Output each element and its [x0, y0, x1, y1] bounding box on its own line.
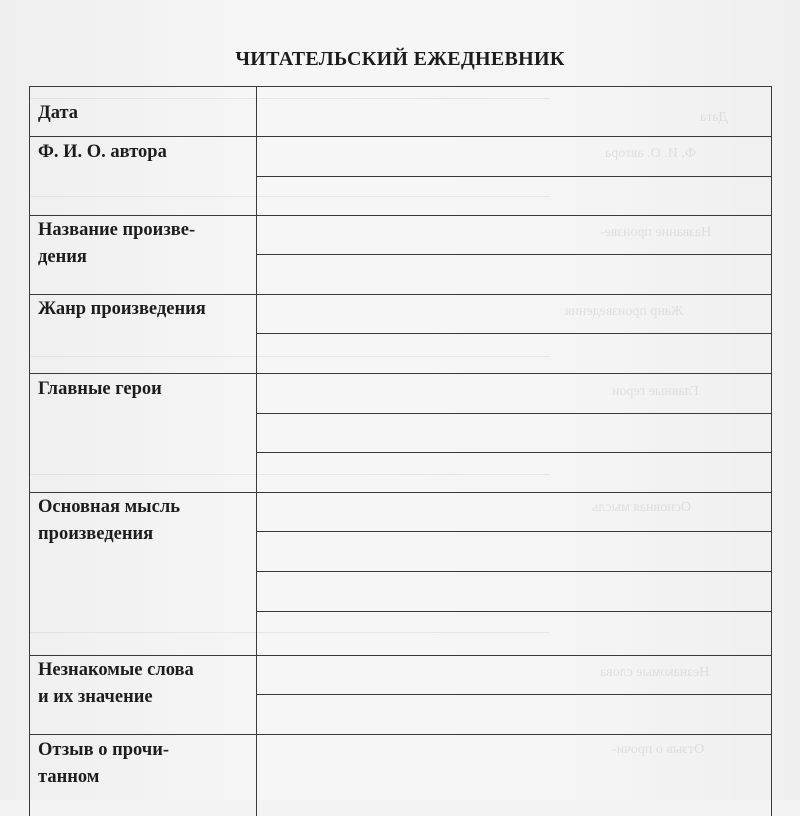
label-line: дения	[38, 247, 87, 267]
show-through-text: Незнакомые слова	[600, 665, 710, 680]
row-divider	[29, 655, 772, 656]
label-line: Ф. И. О. автора	[38, 142, 167, 162]
row-divider	[29, 136, 772, 137]
row-divider	[29, 734, 772, 735]
writing-line	[256, 611, 772, 612]
show-through-text: Ф. И. О. автора	[605, 146, 696, 161]
label-line: танном	[38, 767, 100, 787]
row-divider	[29, 215, 772, 216]
row-divider	[29, 294, 772, 295]
writing-line	[256, 571, 772, 572]
label-line: Название произве-	[38, 220, 196, 240]
label-line: Жанр произведения	[38, 299, 206, 319]
writing-line	[256, 452, 772, 453]
show-through-text: Основная мысль	[592, 500, 691, 515]
label-date	[38, 100, 253, 127]
row-divider	[29, 373, 772, 374]
writing-line	[256, 176, 772, 177]
row-divider	[29, 492, 772, 493]
writing-line	[256, 694, 772, 695]
label-genre	[38, 296, 253, 323]
label-review	[38, 737, 253, 791]
show-through-text: Название произве-	[600, 225, 712, 240]
label-line: Незнакомые слова	[38, 660, 194, 680]
label-title-of-work	[38, 217, 253, 271]
show-through-text: Главные герои	[612, 384, 699, 399]
writing-line	[256, 531, 772, 532]
show-through-text: Дата	[700, 110, 728, 125]
writing-line	[256, 413, 772, 414]
show-through-text: Жанр произведения	[565, 304, 684, 319]
label-author	[38, 139, 253, 166]
label-line: Дата	[38, 103, 79, 123]
writing-line	[256, 254, 772, 255]
label-line: Главные герои	[38, 379, 162, 399]
show-through-text: Отзыв о прочи-	[612, 742, 705, 757]
label-line: Основная мысль	[38, 497, 181, 517]
label-line: произведения	[38, 524, 154, 544]
label-unfamiliar-words	[38, 657, 253, 711]
label-main-characters	[38, 376, 253, 403]
label-main-idea	[38, 494, 253, 548]
column-divider	[256, 86, 257, 816]
label-line: Отзыв о прочи-	[38, 740, 170, 760]
writing-line	[256, 333, 772, 334]
label-line: и их значение	[38, 687, 153, 707]
page-title: ЧИТАТЕЛЬСКИЙ ЕЖЕДНЕВНИК	[235, 48, 565, 70]
